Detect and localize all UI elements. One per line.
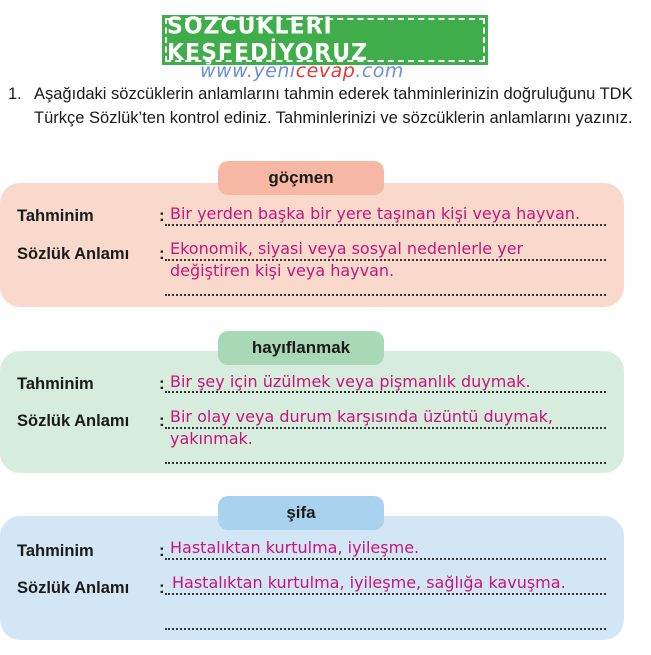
colon: : [159,578,165,597]
guess-answer[interactable]: Bir yerden başka bir yere taşınan kişi veya hayvan. [170,204,581,223]
answer-line [165,294,606,296]
question-text: Aşağıdaki sözcüklerin anlamlarını tahmin ederek tahminlerinizin doğruluğunu TDK Türkçe Sözlük’ten kontrol ediniz. Tahminlerinizi ve sözcüklerin anlamlarını yazınız. [34,85,633,127]
dictionary-answer-line1[interactable]: Ekonomik, siyasi veya sosyal nedenlerle yer [170,239,524,258]
dictionary-label: Sözlük Anlamı [17,245,130,263]
colon: : [159,244,165,263]
word-tag-gocmen: göçmen [218,161,384,195]
question-number: 1. [8,85,22,103]
guess-label: Tahminim [17,207,94,225]
dictionary-label: Sözlük Anlamı [17,579,130,597]
section-title: SÖZCÜKLERİ KEŞFEDİYORUZ [167,13,369,67]
guess-answer[interactable]: Hastalıktan kurtulma, iyileşme. [170,538,420,557]
dictionary-answer-line1[interactable]: Bir olay veya durum karşısında üzüntü duymak, [170,407,553,426]
section-title-banner [165,13,485,67]
dictionary-label: Sözlük Anlamı [17,412,130,430]
colon: : [159,374,165,393]
guess-answer[interactable]: Bir şey için üzülmek veya pişmanlık duymak. [170,372,531,391]
colon: : [159,411,165,430]
answer-line [165,224,606,226]
answer-line [165,628,606,630]
watermark: www.yenicevap.com [200,60,404,82]
dictionary-answer-line2[interactable]: değiştiren kişi veya hayvan. [170,261,395,280]
answer-line [165,462,606,464]
colon: : [159,541,165,560]
guess-label: Tahminim [17,375,94,393]
guess-label: Tahminim [17,542,94,560]
dictionary-answer-line2[interactable]: yakınmak. [170,429,253,448]
answer-line [165,558,606,560]
answer-line [165,593,606,595]
colon: : [159,206,165,225]
word-tag-sifa: şifa [218,496,384,530]
answer-line [165,391,606,393]
dictionary-answer-line1[interactable]: Hastalıktan kurtulma, iyileşme, sağlığa kavuşma. [172,573,566,592]
word-tag-hayiflanmak: hayıflanmak [218,331,384,365]
